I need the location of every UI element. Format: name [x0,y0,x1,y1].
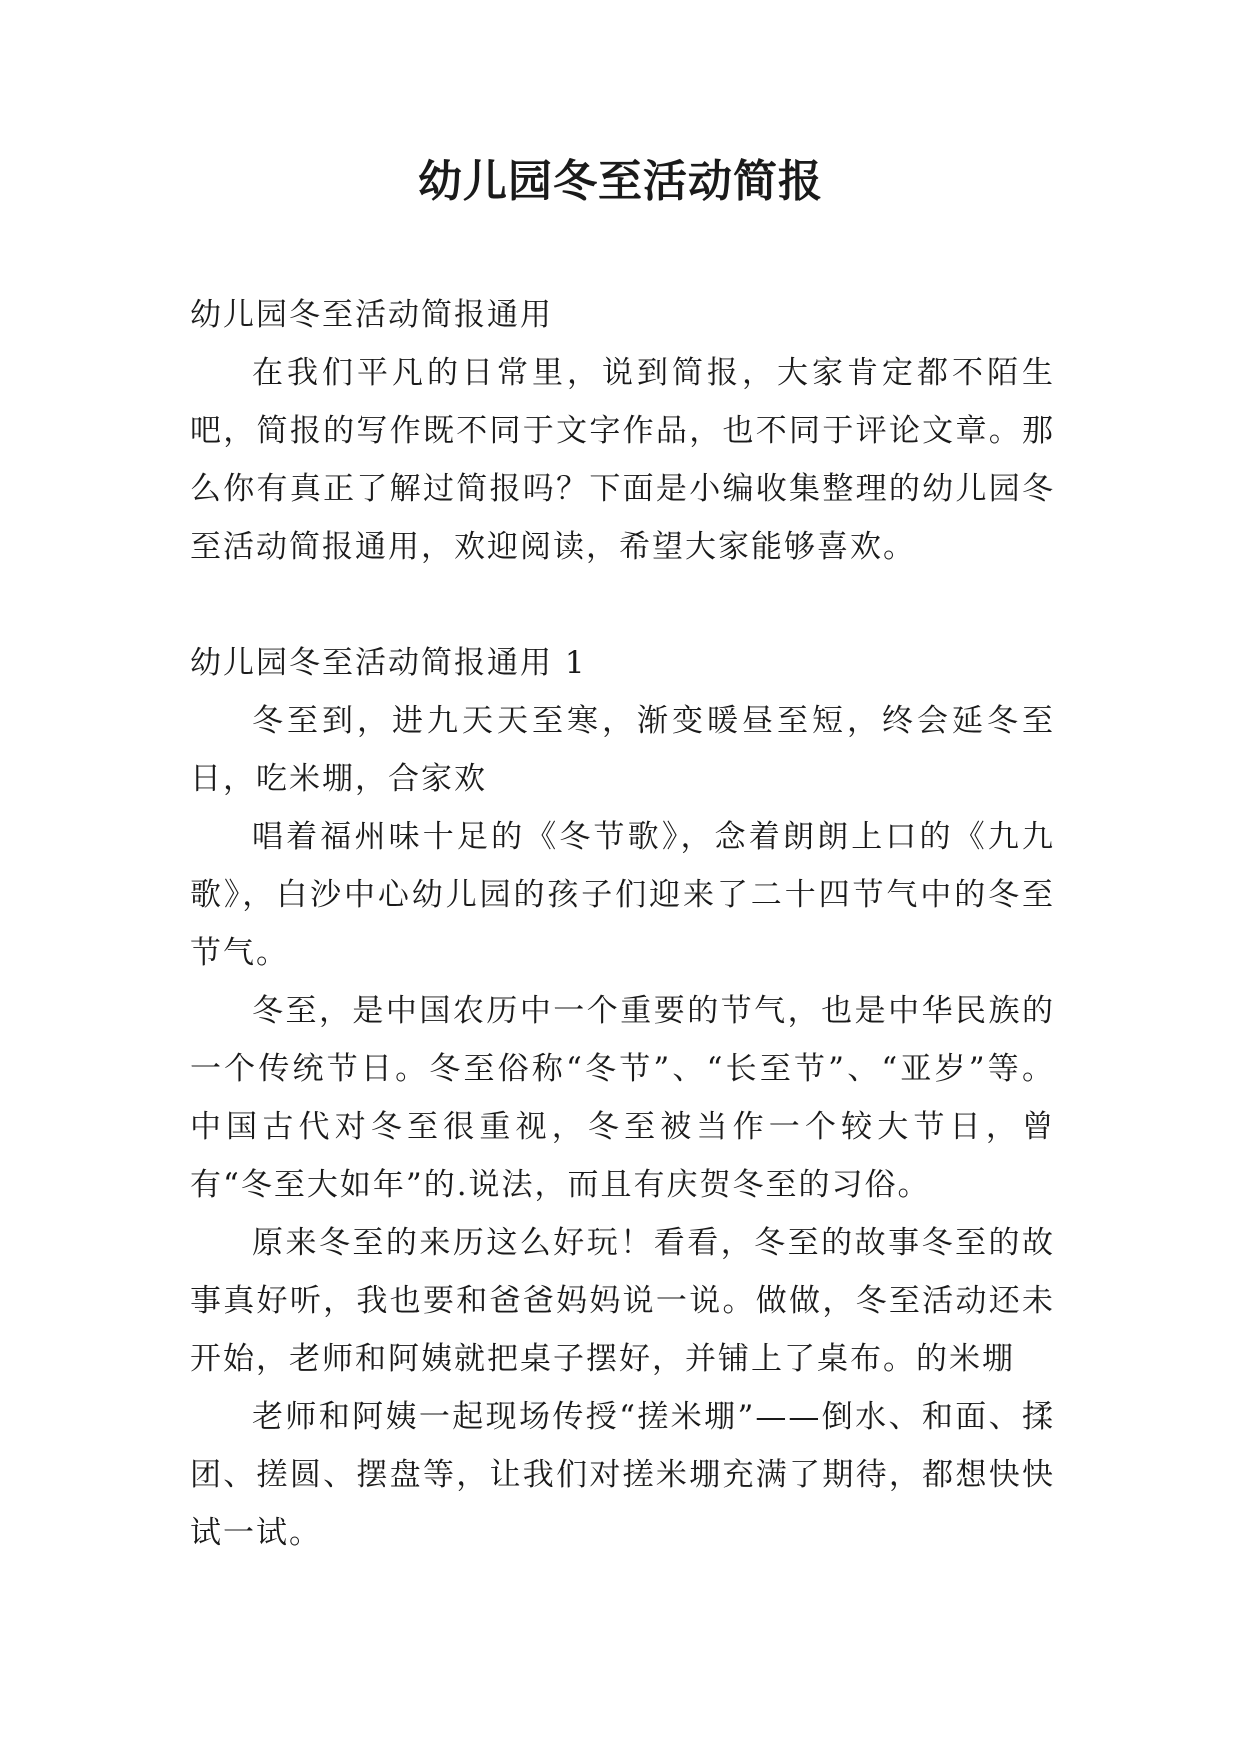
section1-paragraph-5: 老师和阿姨一起现场传授“搓米堋”——倒水、和面、揉团、搓圆、摆盘等，让我们对搓米堋充满了期待，都想快快试一试。 [190,1399,1055,1551]
intro-paragraph: 在我们平凡的日常里，说到简报，大家肯定都不陌生吧，简报的写作既不同于文字作品，也不同于评论文章。那么你有真正了解过简报吗？下面是小编收集整理的幼儿园冬至活动简报通用，欢迎阅读，希望大家能够喜欢。 [190,355,1055,565]
intro-heading: 幼儿园冬至活动简报通用 [190,297,553,333]
section1-heading: 幼儿园冬至活动简报通用 1 [190,645,587,681]
document-title: 幼儿园冬至活动简报 [418,156,823,207]
section1-paragraph-2: 唱着福州味十足的《冬节歌》，念着朗朗上口的《九九歌》，白沙中心幼儿园的孩子们迎来了二十四节气中的冬至节气。 [190,819,1055,971]
section-spacer [190,576,1055,634]
section1-paragraph-4: 原来冬至的来历这么好玩！看看，冬至的故事冬至的故事真好听，我也要和爸爸妈妈说一说。做做，冬至活动还未开始，老师和阿姨就把桌子摆好，并铺上了桌布。的米堋 [190,1225,1055,1377]
section1-paragraph-3: 冬至，是中国农历中一个重要的节气，也是中华民族的一个传统节日。冬至俗称“冬节”、“长至节”、“亚岁”等。中国古代对冬至很重视，冬至被当作一个较大节日，曾有“冬至大如年”的.说法，而且有庆贺冬至的习俗。 [190,993,1055,1203]
document-body [190,286,1055,1562]
section1-paragraph-1: 冬至到，进九天天至寒，渐变暖昼至短，终会延冬至日，吃米堋，合家欢 [190,703,1055,797]
